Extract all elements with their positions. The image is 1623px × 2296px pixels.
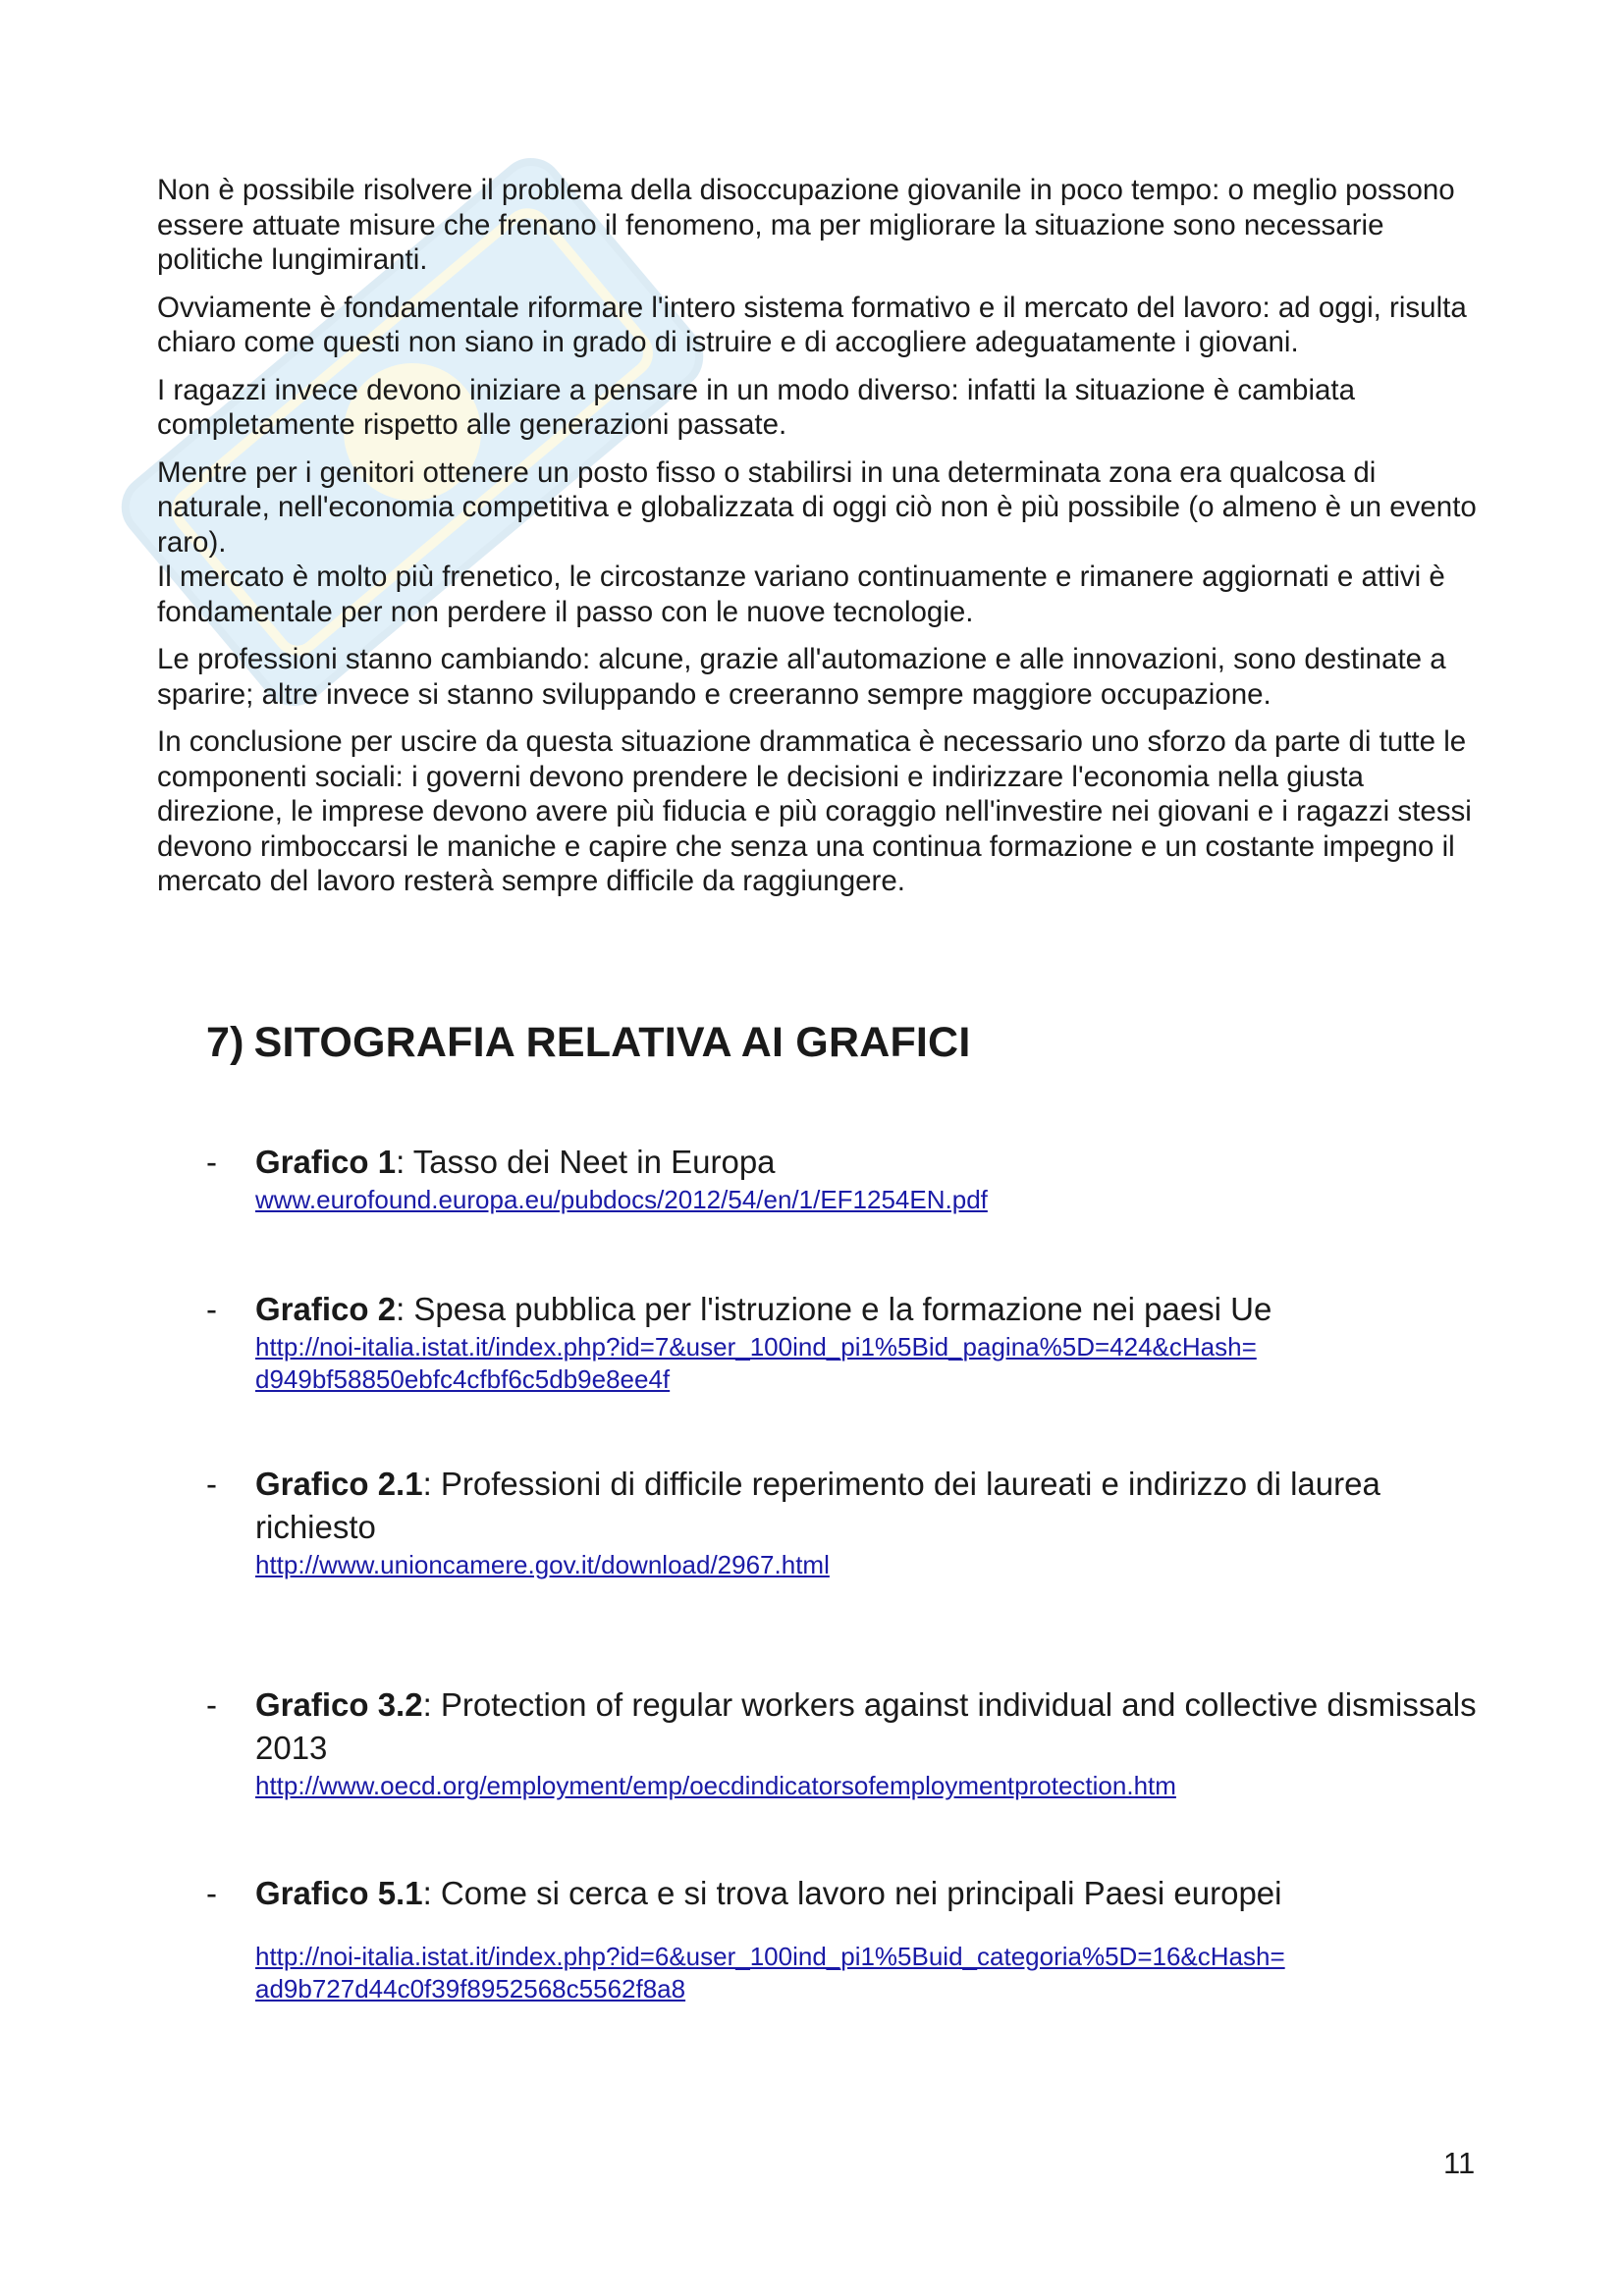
reference-text: : Protection of regular workers against individual and collective dismissals 2013 — [255, 1686, 1477, 1766]
reference-label: Grafico 2.1 — [255, 1466, 423, 1502]
reference-title — [255, 1872, 1483, 1915]
reference-label: Grafico 5.1 — [255, 1875, 423, 1911]
paragraph-2: Ovviamente è fondamentale riformare l'intero sistema formativo e il mercato del lavoro: ad oggi, risulta chiaro come questi non siano in grado di istruire e di accogliere adeguatamente i giovani. — [157, 291, 1467, 358]
reference-link[interactable]: http://noi-italia.istat.it/index.php?id=7&user_100ind_pi1%5Bid_pagina%5D=424&cHash= — [255, 1332, 1257, 1362]
reference-text: : Tasso dei Neet in Europa — [396, 1144, 776, 1180]
paragraph-1: Non è possibile risolvere il problema della disoccupazione giovanile in poco tempo: o meglio possono essere attuate misure che frenano il fenomeno, ma per migliorare la situazione sono necessarie politiche lungimiranti. — [157, 174, 1455, 276]
body-text — [157, 173, 1492, 912]
reference-link[interactable]: http://noi-italia.istat.it/index.php?id=6&user_100ind_pi1%5Buid_categoria%5D=16&cHash= — [255, 1942, 1285, 1971]
reference-title — [255, 1288, 1483, 1331]
reference-title — [255, 1141, 1483, 1184]
reference-item-grafico-1 — [206, 1141, 1483, 1216]
page-number: 11 — [1443, 2146, 1476, 2180]
section-heading — [206, 1019, 970, 1067]
reference-text: : Come si cerca e si trova lavoro nei principali Paesi europei — [422, 1875, 1282, 1911]
reference-item-grafico-2 — [206, 1288, 1483, 1396]
reference-link[interactable]: http://www.unioncamere.gov.it/download/2967.html — [255, 1550, 830, 1579]
section-number: 7) — [206, 1019, 244, 1066]
paragraph-6: Le professioni stanno cambiando: alcune, grazie all'automazione e alle innovazioni, sono destinate a sparire; altre invece si stanno sviluppando e creeranno sempre maggiore occupazione. — [157, 643, 1446, 711]
section-title: SITOGRAFIA RELATIVA AI GRAFICI — [253, 1019, 971, 1066]
list-dash: - — [206, 1686, 217, 1723]
list-dash: - — [206, 1144, 217, 1180]
reference-label: Grafico 2 — [255, 1291, 397, 1327]
paragraph-4: Mentre per i genitori ottenere un posto fisso o stabilirsi in una determinata zona era qualcosa di naturale, nell'economia competitiva e globalizzata di oggi ciò non è più possibile (o almeno è un evento raro). — [157, 455, 1477, 559]
paragraph-3: I ragazzi invece devono iniziare a pensare in un modo diverso: infatti la situazione è cambiata completamente rispetto alle generazioni passate. — [157, 373, 1356, 441]
reference-link-continued[interactable]: ad9b727d44c0f39f8952568c5562f8a8 — [255, 1974, 686, 2003]
reference-link[interactable]: http://www.oecd.org/employment/emp/oecdindicatorsofemploymentprotection.htm — [255, 1771, 1176, 1800]
reference-link[interactable]: www.eurofound.europa.eu/pubdocs/2012/54/en/1/EF1254EN.pdf — [255, 1185, 988, 1214]
list-dash: - — [206, 1291, 217, 1327]
reference-label: Grafico 1 — [255, 1144, 397, 1180]
reference-item-grafico-5-1 — [206, 1872, 1483, 2005]
reference-title — [255, 1683, 1483, 1770]
reference-label: Grafico 3.2 — [255, 1686, 423, 1723]
reference-title — [255, 1463, 1483, 1549]
list-dash: - — [206, 1466, 217, 1502]
paragraph-5: Il mercato è molto più frenetico, le circostanze variano continuamente e rimanere aggiornati e attivi è fondamentale per non perdere il passo con le nuove tecnologie. — [157, 561, 1445, 628]
reference-item-grafico-2-1 — [206, 1463, 1483, 1581]
reference-text: : Spesa pubblica per l'istruzione e la formazione nei paesi Ue — [396, 1291, 1272, 1327]
list-dash: - — [206, 1875, 217, 1911]
reference-text: : Professioni di difficile reperimento dei laureati e indirizzo di laurea richiesto — [255, 1466, 1380, 1545]
paragraph-7: In conclusione per uscire da questa situazione drammatica è necessario uno sforzo da parte di tutte le componenti sociali: i governi devono prendere le decisioni e indirizzare l'economia nella giusta direzione, le imprese devono avere più fiducia e più coraggio nell'investire nei giovani e i ragazzi stessi devono rimboccarsi le maniche e capire che senza una continua formazione e un costante impegno il mercato del lavoro resterà sempre difficile da raggiungere. — [157, 725, 1472, 897]
reference-link-continued[interactable]: d949bf58850ebfc4cfbf6c5db9e8ee4f — [255, 1364, 671, 1394]
reference-item-grafico-3-2 — [206, 1683, 1483, 1802]
